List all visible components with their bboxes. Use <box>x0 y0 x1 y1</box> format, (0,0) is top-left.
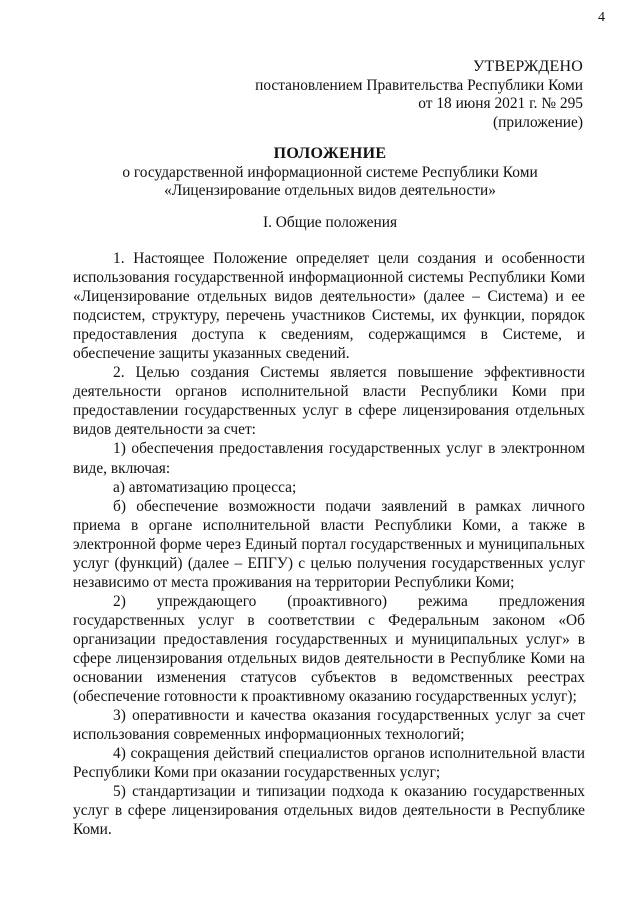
paragraph-2-item-1a: а) автоматизацию процесса; <box>113 478 297 496</box>
approval-block <box>255 58 583 132</box>
document-heading <box>0 145 640 201</box>
document-title: ПОЛОЖЕНИЕ <box>273 145 387 162</box>
approval-line-date: от 18 июня 2021 г. № 295 <box>418 95 583 112</box>
paragraph-2-item-3: 3) оперативности и качества оказания государственных услуг за счет использования современных информационных технологий; <box>73 707 585 744</box>
paragraph-2-item-1: 1) обеспечения предоставления государственных услуг в электронном виде, включая: <box>73 440 585 477</box>
document-subtitle-line2: «Лицензирование отдельных видов деятельности» <box>164 182 496 199</box>
paragraph-2-item-1b: б) обеспечение возможности подачи заявлений в рамках личного приема в органе исполнительной власти Республики Коми, а также в электронной форме через Единый портал государственных и муниципальных услуг (функций) (далее – ЕПГУ) с целью получения государственных услуг независимо от места проживания на территории Республики Коми; <box>73 497 585 591</box>
approval-title: УТВЕРЖДЕНО <box>472 58 583 75</box>
paragraph-2-item-5: 5) стандартизации и типизации подхода к оказанию государственных услуг в сфере лицензирования отдельных видов деятельности в Республике Коми. <box>73 783 585 839</box>
section-title: I. Общие положения <box>262 214 398 231</box>
approval-line-decree: постановлением Правительства Республики Коми <box>255 76 583 94</box>
paragraph-2-item-4: 4) сокращения действий специалистов органов исполнительной власти Республики Коми при оказании государственных услуг; <box>73 745 585 782</box>
paragraph-1: 1. Настоящее Положение определяет цели создания и особенности использования государственной информационной системы Республики Коми «Лицензирование отдельных видов деятельности» (далее – Система) и ее подсистем, структуру, перечень участников Системы, их функции, порядок предоставления доступа к сведениям, содержащимся в Системе, и обеспечение защиты указанных сведений. <box>73 250 585 363</box>
paragraph-2-item-2: 2) упреждающего (проактивного) режима предложения государственных услуг в соответствии с Федеральным законом «Об организации предоставления государственных и муниципальных услуг» в сфере лицензирования отдельных видов деятельности в Республике Коми на основании изменения статусов субъектов в ведомственных реестрах (обеспечение готовности к проактивному оказанию государственных услуг); <box>73 592 585 706</box>
body-text <box>73 249 585 839</box>
document-subtitle-line1: о государственной информационной системе Республики Коми <box>122 163 538 181</box>
approval-line-appendix: (приложение) <box>493 113 583 131</box>
page-number: 4 <box>598 10 605 25</box>
paragraph-2: 2. Целью создания Системы является повышение эффективности деятельности органов исполнительной власти Республики Коми при предоставлении государственных услуг в сфере лицензирования отдельных видов деятельности за счет: <box>73 364 585 439</box>
